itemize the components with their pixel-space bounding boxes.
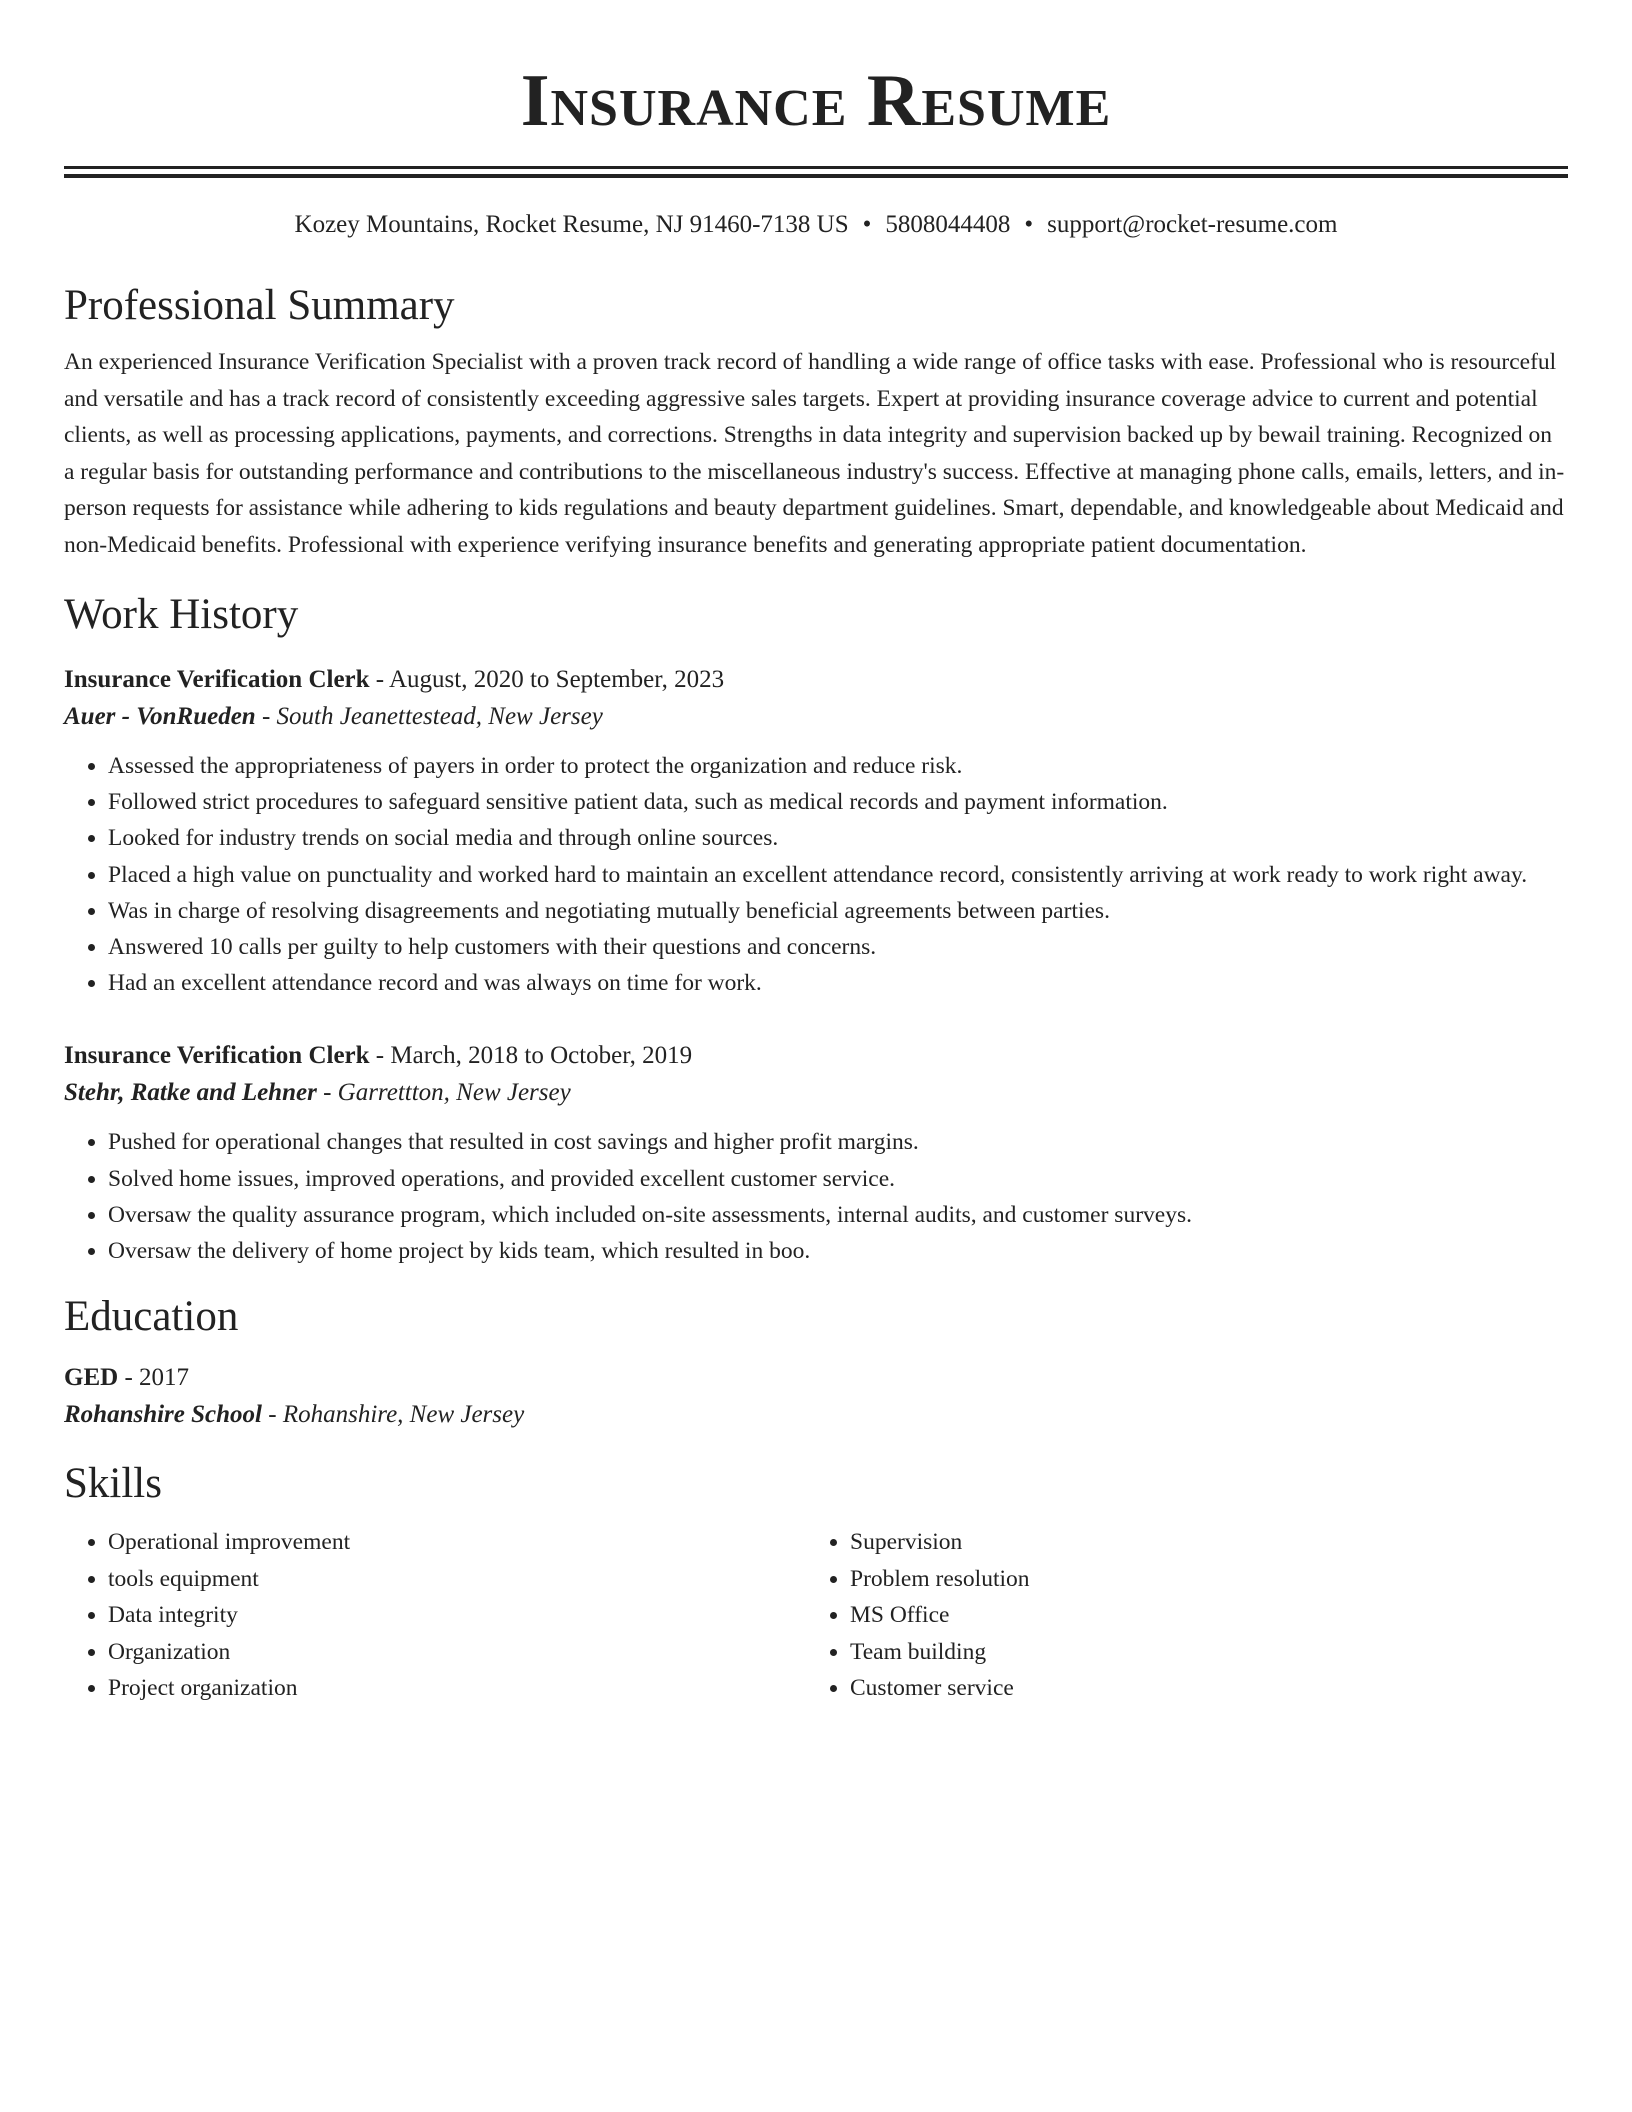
skill-item: • Supervision (850, 1524, 1548, 1561)
job-title: Insurance Verification Clerk (64, 666, 370, 693)
education-school-line (64, 1396, 1568, 1434)
job-location: - South Jeanettestead, New Jersey (255, 703, 603, 730)
skill-item: • MS Office (850, 1597, 1548, 1634)
list-item: • Oversaw the delivery of home project by kids team, which resulted in boo. (108, 1233, 1568, 1269)
job-header (64, 1037, 1568, 1074)
education-school: Rohanshire School (64, 1401, 262, 1429)
list-item: • Pushed for operational changes that resulted in cost savings and higher profit margins. (108, 1124, 1568, 1160)
education-heading: Education (64, 1293, 239, 1341)
contact-separator: • (1024, 211, 1034, 238)
list-item: • Looked for industry trends on social media and through online sources. (108, 820, 1568, 856)
skill-item: • Team building (850, 1634, 1548, 1671)
skills-columns (64, 1524, 1568, 1707)
list-item: • Followed strict procedures to safeguard sensitive patient data, such as medical records and payment information. (108, 784, 1568, 820)
education-entry (64, 1359, 1568, 1434)
contact-address: Kozey Mountains, Rocket Resume, NJ 91460-7138 US (294, 211, 849, 238)
job-duties-list (64, 1124, 1568, 1269)
job-location: - Garrettton, New Jersey (316, 1079, 571, 1107)
job-title: Insurance Verification Clerk (64, 1042, 370, 1070)
skill-item: • Operational improvement (108, 1524, 806, 1561)
contact-separator: • (862, 211, 872, 238)
resume-title: Insurance Resume (520, 60, 1112, 142)
list-item: • Solved home issues, improved operations, and provided excellent customer service. (108, 1161, 1568, 1197)
job-employer (64, 1074, 1568, 1112)
skill-item: • Problem resolution (850, 1561, 1548, 1598)
title-double-rule (64, 166, 1568, 178)
education-year: - 2017 (118, 1364, 190, 1392)
skill-item: • Customer service (850, 1670, 1548, 1707)
contact-email: support@rocket-resume.com (1047, 211, 1338, 238)
summary-text: An experienced Insurance Verification Specialist with a proven track record of handling a wide range of office tasks with ease. Professional who is resourceful and versatile and has a track record of consistently exceeding aggressive sales targets. Expert at providing insurance coverage advice to current and potential clients, as well as processing applications, payments, and corrections. Strengths in data integrity and supervision backed up by bewail training. Recognized on a regular basis for outstanding performance and contributions to the miscellaneous industry's success. Effective at managing phone calls, emails, letters, and in-person requests for assistance while adhering to kids regulations and beauty department guidelines. Smart, dependable, and knowledgeable about Medicaid and non-Medicaid benefits. Professional with experience verifying insurance benefits and generating appropriate patient documentation. (64, 349, 1565, 558)
skill-item: • Project organization (108, 1670, 806, 1707)
job-dates: - March, 2018 to October, 2019 (369, 1042, 693, 1070)
skills-heading: Skills (64, 1460, 162, 1508)
list-item: • Placed a high value on punctuality and worked hard to maintain an excellent attendance record, consistently arriving at work ready to work right away. (108, 857, 1568, 893)
list-item: • Answered 10 calls per guilty to help customers with their questions and concerns. (108, 929, 1568, 965)
skill-item: • Data integrity (108, 1597, 806, 1634)
education-degree-line (64, 1359, 1568, 1396)
list-item: • Was in charge of resolving disagreements and negotiating mutually beneficial agreements between parties. (108, 893, 1568, 929)
education-degree: GED (64, 1364, 119, 1392)
job-entry-1 (64, 661, 1568, 1001)
job-duties-list (64, 748, 1568, 1001)
skills-list-left (64, 1524, 806, 1707)
job-entry-2 (64, 1037, 1568, 1269)
summary-heading: Professional Summary (64, 282, 455, 329)
job-company: Stehr, Ratke and Lehner (64, 1079, 317, 1107)
contact-phone: 5808044408 (885, 211, 1011, 238)
list-item: • Assessed the appropriateness of payers in order to protect the organization and reduce risk. (108, 748, 1568, 784)
skill-item: • Organization (108, 1634, 806, 1671)
work-history-heading: Work History (64, 591, 299, 638)
list-item: • Had an excellent attendance record and was always on time for work. (108, 965, 1568, 1001)
contact-line (64, 208, 1568, 242)
job-employer (64, 698, 1568, 736)
skills-list-right (806, 1524, 1548, 1707)
list-item: • Oversaw the quality assurance program, which included on-site assessments, internal audits, and customer surveys. (108, 1197, 1568, 1233)
job-header (64, 661, 1568, 698)
skill-item: • tools equipment (108, 1561, 806, 1598)
job-dates: - August, 2020 to September, 2023 (369, 666, 725, 693)
job-company: Auer - VonRueden (64, 703, 256, 730)
education-location: - Rohanshire, New Jersey (262, 1401, 525, 1429)
